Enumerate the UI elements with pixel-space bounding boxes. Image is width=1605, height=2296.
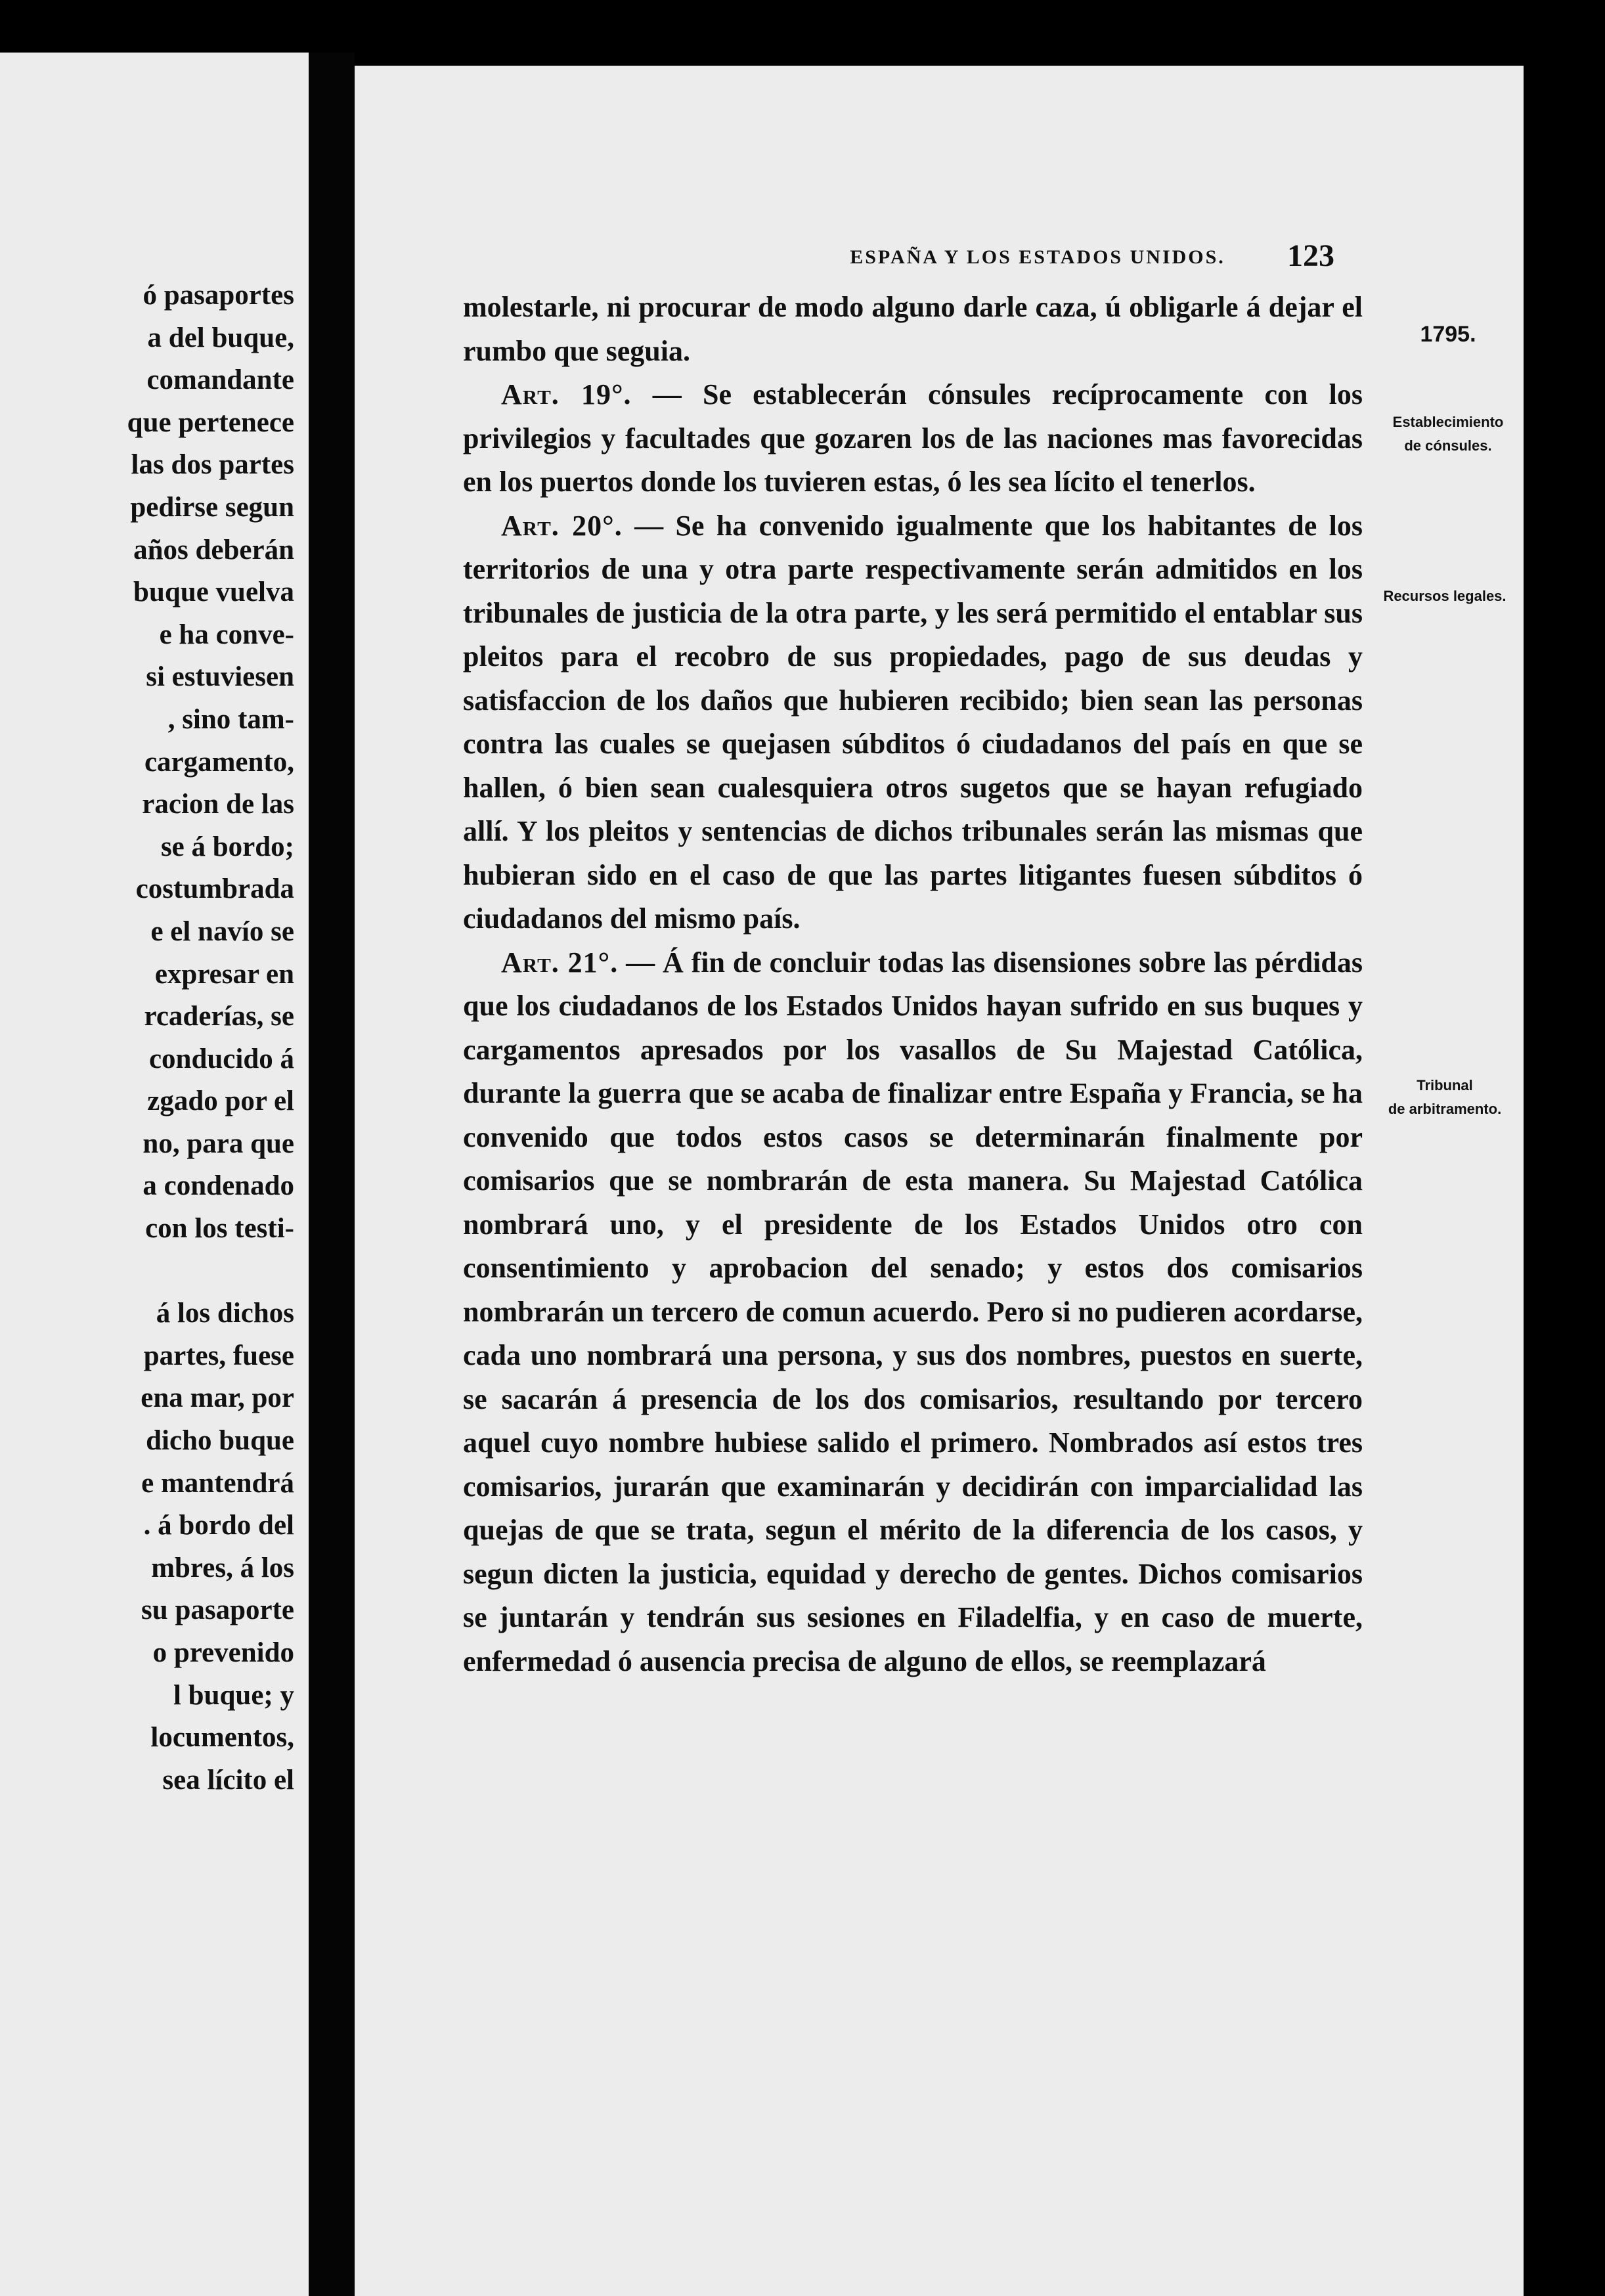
- left-line: dicho buque: [146, 1425, 294, 1457]
- article-text: — Se ha convenido igualmente que los habitantes de los territorios de una y otra parte respectivamente serán admitidos en los tribunales de justicia de la otra parte, y les será permitido el entablar sus pleitos para el recobro de sus propiedades, pago de sus deudas y satisfaccion de los daños que hubieren recibido; bien sean las personas contra las cuales se quejasen súbditos ó ciudadanos del país en que se hallen, ó bien sean cualesquiera otros sugetos que se hayan refugiado allí. Y los pleitos y sentencias de dichos tribunales serán las mismas que hubieran sido en el caso de que las partes litigantes fuesen súbditos ó ciudadanos del mismo país.: [463, 509, 1363, 935]
- left-line: a del buque,: [147, 322, 294, 353]
- left-line: que pertenece: [127, 407, 294, 438]
- margin-year: 1795.: [1420, 322, 1476, 347]
- left-line: cargamento,: [144, 746, 294, 778]
- margin-note-line: de arbitramento.: [1388, 1101, 1502, 1117]
- left-line: . á bordo del: [143, 1510, 294, 1541]
- left-line: racion de las: [142, 789, 294, 820]
- margin-note-line: Tribunal: [1417, 1077, 1473, 1093]
- article-text: — Á fin de concluir todas las disensiones sobre las pérdidas que los ciudadanos de los Estados Unidos hayan sufrido en sus buques y cargamentos apresados por los vasallos de Su Majestad Católica, durante la guerra que se acaba de finalizar entre España y Francia, se ha convenido que todos estos casos se determinarán finalmente por comisarios que se nombrarán de esta manera. Su Majestad Católica nombrará uno, y el presidente de los Estados Unidos otro con consentimiento y aprobacion del senado; y estos dos comisarios nombrarán un tercero de comun acuerdo. Pero si no pudieren acordarse, cada uno nombrará una persona, y sus dos nombres, puestos en suerte, se sacarán á presencia de los dos comisarios, resultando por tercero aquel cuyo nombre hubiese salido el primero. Nombrados así estos tres comisarios, jurarán que examinarán y decidirán con imparcialidad las quejas de que se trata, segun el mérito de la diferencia de los casos, y segun dicten la justicia, equidad y derecho de gentes. Dichos comisarios se juntarán y tendrán sus sesiones en Filadelfia, y en caso de muerte, enfermedad ó ausencia precisa de alguno de ellos, se reemplazará: [463, 946, 1363, 1677]
- left-line: e mantendrá: [141, 1467, 294, 1499]
- left-line: años deberán: [133, 534, 294, 565]
- left-line: no, para que: [143, 1128, 294, 1159]
- left-line: su pasaporte: [141, 1595, 294, 1626]
- margin-note-tribunal: [1359, 1074, 1524, 1121]
- left-line: e ha conve-: [159, 619, 294, 650]
- margin-note-recursos: Recursos legales.: [1383, 588, 1506, 604]
- continuation-paragraph: molestarle, ni procurar de modo alguno darle caza, ú obligarle á dejar el rumbo que seguia.: [463, 291, 1363, 367]
- article-19: [463, 373, 1363, 504]
- book-page: [355, 66, 1524, 2296]
- left-line: conducido á: [148, 1043, 294, 1074]
- left-line: partes, fuese: [143, 1340, 294, 1371]
- book-gutter: [309, 53, 355, 2296]
- left-line: sea lícito el: [162, 1764, 294, 1796]
- left-line: ó pasaportes: [143, 280, 294, 311]
- left-line: rcaderías, se: [144, 1001, 294, 1032]
- left-line: a condenado: [143, 1170, 294, 1202]
- left-line: , sino tam-: [167, 703, 294, 735]
- page-body: [463, 286, 1363, 1683]
- left-line: locumentos,: [150, 1722, 294, 1754]
- left-line: comandante: [146, 364, 294, 396]
- left-line: e el navío se: [150, 916, 294, 947]
- left-line: o prevenido: [152, 1637, 294, 1668]
- left-line: pedirse segun: [130, 491, 294, 523]
- running-head: ESPAÑA Y LOS ESTADOS UNIDOS.: [850, 246, 1225, 268]
- left-line: zgado por el: [147, 1086, 294, 1117]
- left-line: si estuviesen: [146, 661, 294, 693]
- left-line: las dos partes: [131, 449, 294, 481]
- left-line: mbres, á los: [151, 1552, 294, 1583]
- page-number: 123: [1287, 238, 1334, 273]
- left-line: á los dichos: [156, 1298, 294, 1329]
- margin-note-consules: [1376, 410, 1520, 458]
- article-label: Art. 19°.: [501, 378, 632, 410]
- previous-page-strip: [0, 53, 309, 2296]
- left-line: costumbrada: [135, 873, 294, 905]
- article-21: [463, 941, 1363, 1684]
- left-line: se á bordo;: [160, 831, 294, 862]
- left-line: expresar en: [154, 958, 294, 990]
- left-line: con los testi-: [145, 1213, 294, 1245]
- left-line: l buque; y: [173, 1679, 294, 1711]
- previous-page-text: [127, 275, 294, 1801]
- margin-note-line: de cónsules.: [1404, 437, 1492, 454]
- article-20: [463, 504, 1363, 941]
- left-line: ena mar, por: [141, 1382, 294, 1414]
- article-text: — Se establecerán cónsules recíprocamente con los privilegios y facultades que gozaren los de las naciones mas favorecidas en los puertos donde los tuvieren estas, ó les sea lícito el tenerlos.: [463, 378, 1363, 498]
- left-line: buque vuelva: [133, 577, 294, 608]
- article-label: Art. 20°.: [501, 509, 623, 542]
- article-label: Art. 21°.: [501, 946, 619, 979]
- margin-note-line: Establecimiento: [1392, 414, 1504, 430]
- left-line: [127, 1250, 294, 1293]
